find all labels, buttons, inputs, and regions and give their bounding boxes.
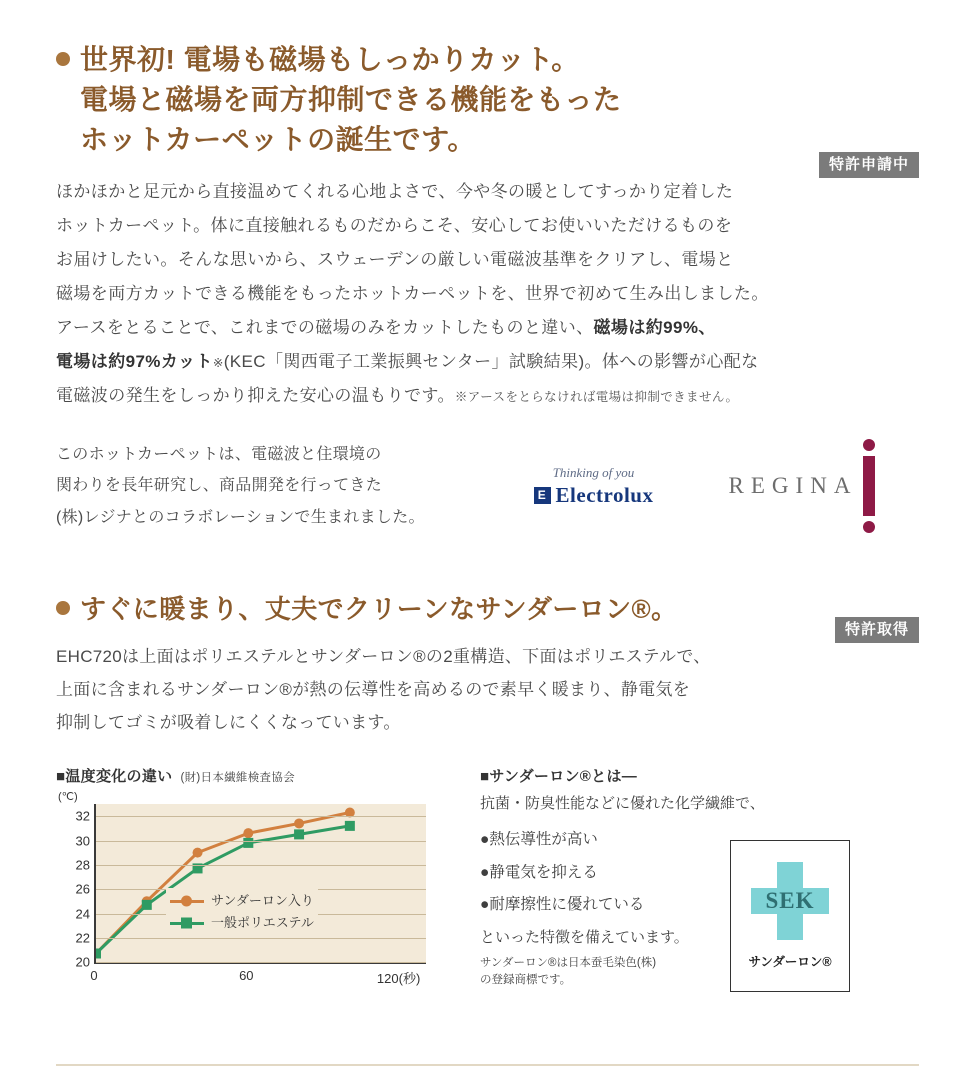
chart-legend-item-0 bbox=[170, 890, 314, 912]
section1-paragraph-line-7 bbox=[56, 379, 919, 413]
section1-paragraph-line-7-text: 電磁波の発生をしっかり抑えた安心の温もりです。 bbox=[56, 386, 455, 406]
legend-marker-circle-icon bbox=[170, 900, 204, 903]
chart-gridline bbox=[96, 938, 426, 939]
sek-mark-box bbox=[730, 840, 850, 992]
chart-y-tick-label: 32 bbox=[75, 808, 90, 824]
chart-y-tick-label: 22 bbox=[75, 930, 90, 946]
regina-dot-top-icon bbox=[863, 439, 875, 451]
thunderon-fineprint-line-1: サンダーロン®は日本蚕毛染色(株) bbox=[480, 956, 657, 969]
chart-gridline bbox=[96, 841, 426, 842]
collab-line-2: 関わりを長年研究し、商品開発を行ってきた bbox=[56, 477, 383, 495]
chart-title: ■温度変化の違い bbox=[56, 768, 173, 786]
chart-y-tick-label: 24 bbox=[75, 906, 90, 922]
regina-dot-bottom-icon bbox=[863, 521, 875, 533]
collab-line-3: (株)レジナとのコラボレーションで生まれました。 bbox=[56, 508, 425, 526]
section1-paragraph-line-1: ほかほかと足元から直接温めてくれる心地よさで、今や冬の暖としてすっかり定着した bbox=[56, 182, 734, 202]
chart-gridline bbox=[96, 865, 426, 866]
section1-heading-line-1: 世界初! 電場も磁場もしっかりカット。 bbox=[80, 44, 580, 75]
regina-wordmark: REGINA bbox=[728, 473, 858, 499]
regina-logo bbox=[729, 456, 882, 516]
regina-bar-icon bbox=[863, 456, 875, 516]
section1-paragraph-line-5 bbox=[56, 311, 919, 345]
thunderon-intro: 抗菌・防臭性能などに優れた化学繊維で、 bbox=[480, 795, 765, 813]
section1-asterisk: ※ bbox=[212, 356, 224, 371]
thunderon-title: ■サンダーロン®とは― bbox=[480, 768, 638, 786]
badge-patent-granted: 特許取得 bbox=[835, 617, 919, 643]
chart-plot-area bbox=[94, 804, 426, 964]
section1-heading bbox=[56, 40, 919, 159]
chart-legend-label-0: サンダーロン入り bbox=[211, 893, 314, 909]
electrolux-logo bbox=[534, 465, 654, 508]
section1-footnote: ※アースをとらなければ電場は抑制できません。 bbox=[454, 390, 739, 405]
chart-title-row bbox=[56, 765, 456, 786]
chart-y-tick-label: 26 bbox=[75, 881, 90, 897]
chart-x-tick-label: 60 bbox=[239, 968, 254, 984]
section2-paragraph-line-1: EHC720は上面はポリエステルとサンダーロン®の2重構造、下面はポリエステルで、 bbox=[56, 646, 711, 666]
chart-legend-item-1 bbox=[170, 912, 314, 934]
collaboration-block bbox=[56, 439, 919, 533]
section2-heading bbox=[56, 589, 919, 626]
sek-mark-text: SEK bbox=[765, 887, 815, 913]
section1-highlight-electric: 電場は約97%カット bbox=[56, 352, 213, 372]
section2-body-paragraph bbox=[56, 640, 919, 739]
thunderon-column bbox=[480, 765, 919, 992]
chart-x-tick-label: 0 bbox=[90, 968, 98, 984]
legend-marker-square-icon bbox=[170, 922, 204, 925]
chart-legend-label-1: 一般ポリエステル bbox=[211, 915, 314, 931]
chart-y-unit: (℃) bbox=[58, 791, 78, 804]
thunderon-feature-0: ●熱伝導性が高い bbox=[480, 830, 598, 848]
section1-highlight-magnetic: 磁場は約99%、 bbox=[593, 318, 716, 338]
collab-line-1: このホットカーペットは、電磁波と住環境の bbox=[56, 446, 382, 464]
badge-patent-pending: 特許申請中 bbox=[819, 152, 919, 178]
chart-source: (財)日本繊維検査協会 bbox=[180, 772, 295, 785]
electrolux-mark-icon: E bbox=[534, 487, 551, 504]
chart-column bbox=[56, 765, 456, 992]
bullet-dot-icon-2 bbox=[56, 601, 70, 615]
section2-bottom-columns bbox=[56, 765, 919, 992]
section1-paragraph-line-4: 磁場を両方カットできる機能をもったホットカーペットを、世界で初めて生み出しました。 bbox=[56, 284, 769, 304]
section1-heading-line-2: 電場と磁場を両方抑制できる機能をもった bbox=[80, 83, 622, 115]
electrolux-tagline: Thinking of you bbox=[552, 464, 635, 480]
sek-brand-label: サンダーロン® bbox=[748, 954, 832, 969]
section1-paragraph-line-6-text: (KEC「関西電子工業振興センター」試験結果)。体への影響が心配な bbox=[223, 352, 759, 372]
bullet-dot-icon bbox=[56, 52, 70, 66]
chart-y-tick-label: 28 bbox=[75, 857, 90, 873]
temperature-chart bbox=[56, 792, 446, 992]
section2-paragraph-line-2: 上面に含まれるサンダーロン®が熱の伝導性を高めるので素早く暖まり、静電気を bbox=[56, 679, 691, 699]
section2 bbox=[56, 589, 919, 992]
thunderon-closing: といった特徴を備えています。 bbox=[480, 928, 689, 946]
thunderon-feature-2: ●耐摩擦性に優れている bbox=[480, 896, 645, 914]
section2-paragraph-line-3: 抑制してゴミが吸着しにくくなっています。 bbox=[56, 713, 401, 733]
section1-heading-line-3: ホットカーペットの誕生です。 bbox=[80, 123, 476, 155]
sek-cross-icon bbox=[751, 862, 829, 940]
section1-paragraph-line-3: お届けしたい。そんな思いから、スウェーデンの厳しい電磁波基準をクリアし、電場と bbox=[56, 250, 734, 270]
thunderon-feature-1: ●静電気を抑える bbox=[480, 863, 598, 881]
section2-heading-text: すぐに暖まり、丈夫でクリーンなサンダーロン®。 bbox=[80, 593, 678, 624]
thunderon-feature-list bbox=[480, 824, 720, 922]
thunderon-fineprint-line-2: の登録商標です。 bbox=[480, 974, 572, 987]
chart-x-tick-label: 120(秒) bbox=[376, 971, 421, 987]
section1-paragraph-line-2: ホットカーペット。体に直接触れるものだからこそ、安心してお使いいただけるものを bbox=[56, 216, 733, 236]
thunderon-fineprint bbox=[480, 955, 720, 991]
electrolux-wordmark: Electrolux bbox=[555, 482, 654, 507]
chart-gridline bbox=[96, 816, 426, 817]
chart-gridline bbox=[96, 962, 426, 963]
section1-paragraph-line-6 bbox=[56, 345, 919, 379]
bottom-divider bbox=[56, 1064, 919, 1066]
section1-body-paragraph bbox=[56, 175, 919, 413]
chart-legend bbox=[166, 888, 318, 936]
section1-paragraph-line-5-text: アースをとることで、これまでの磁場のみをカットしたものと違い、 bbox=[56, 318, 594, 338]
chart-y-tick-label: 30 bbox=[75, 833, 90, 849]
chart-y-tick-label: 20 bbox=[75, 954, 90, 970]
